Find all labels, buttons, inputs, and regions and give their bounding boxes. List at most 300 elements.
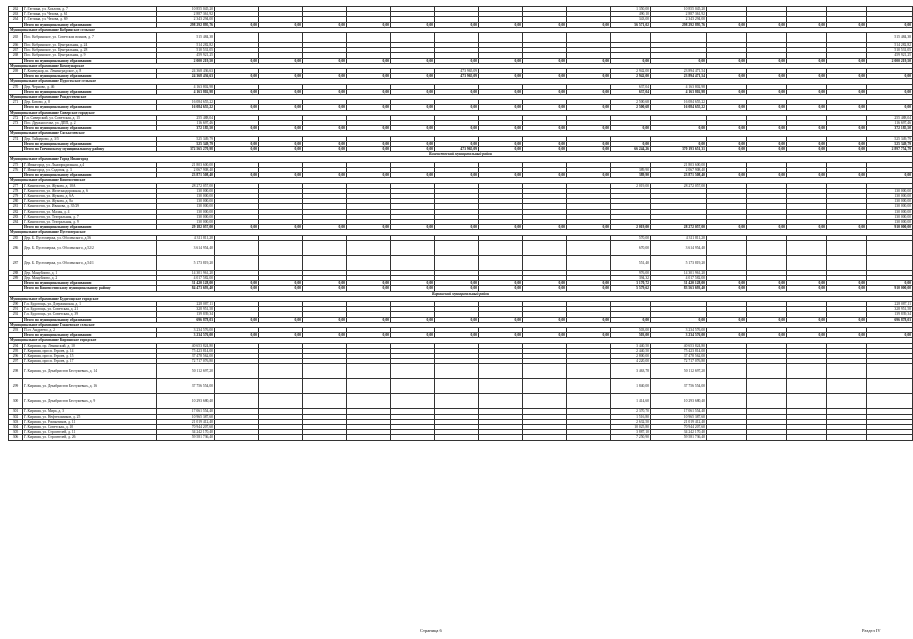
amount-cell: 24 368 436,63 (157, 69, 215, 74)
amount-cell: 0,00 (523, 74, 567, 79)
amount-cell: 0,00 (259, 22, 303, 27)
amount-cell: 0,00 (259, 225, 303, 230)
row-number-cell: 286 (9, 240, 23, 255)
amount-cell: 0,00 (827, 141, 867, 146)
row-number-cell: 273 (9, 121, 23, 126)
amount-cell: 0,00 (215, 333, 259, 338)
amount-cell: 0,00 (479, 173, 523, 178)
address-cell: Дер. Тайцерово, д. 3/5 (23, 136, 157, 141)
amount-cell: 0,00 (747, 173, 787, 178)
amount-cell: 0,00 (747, 74, 787, 79)
amount-cell (567, 364, 611, 379)
amount-cell: 0,00 (259, 147, 303, 152)
amount-cell: 72 717 076,80 (651, 359, 707, 364)
amount-cell: 0,00 (391, 58, 435, 63)
amount-cell: 2 019,00 (611, 225, 651, 230)
amount-cell: 0,00 (787, 286, 827, 291)
amount-cell: 0,00 (435, 333, 479, 338)
amount-cell: 0,00 (523, 58, 567, 63)
row-number-cell: 289 (9, 275, 23, 280)
amount-cell: 4 311 811,20 (157, 235, 215, 240)
amount-cell: 0,00 (215, 74, 259, 79)
address-cell: Итого по Кингисеппскому муниципальному району (23, 286, 157, 291)
amount-cell: 394,32 (611, 275, 651, 280)
amount-cell: 16 084 655,22 (157, 100, 215, 105)
address-cell: Итого по муниципальному образованию (23, 281, 157, 286)
amount-cell: 116 697,46 (157, 121, 215, 126)
amount-cell: 0,00 (259, 286, 303, 291)
amount-cell: 0,00 (347, 281, 391, 286)
amount-cell: 0,00 (827, 225, 867, 230)
row-number-cell: 280 (9, 199, 23, 204)
amount-cell (215, 379, 259, 394)
amount-cell: 0,00 (787, 147, 827, 152)
amount-cell: 0,00 (303, 141, 347, 146)
amount-cell (827, 394, 867, 409)
amount-cell: 34 242 170,40 (157, 430, 215, 435)
amount-cell: 17 061 554,40 (157, 409, 215, 414)
municipality-name: Муниципальное образование Город Ивангород (9, 157, 913, 162)
amount-cell: 83 563 693,40 (651, 286, 707, 291)
amount-cell: 0,00 (479, 333, 523, 338)
amount-cell: 0,00 (747, 141, 787, 146)
amount-cell: 228 087,11 (157, 301, 215, 306)
amount-cell: 29 182 057,00 (157, 225, 215, 230)
amount-cell: 0,00 (523, 141, 567, 146)
amount-cell (479, 240, 523, 255)
amount-cell (747, 435, 787, 440)
amount-cell: 0,00 (347, 74, 391, 79)
amount-cell (747, 379, 787, 394)
amount-cell (523, 364, 567, 379)
amount-cell: 459 921,25 (157, 53, 215, 58)
amount-cell: 130 000,00 (867, 209, 913, 214)
amount-cell (259, 33, 303, 43)
table-row (9, 33, 913, 43)
amount-cell: 0,00 (651, 58, 707, 63)
amount-cell: 0,00 (523, 281, 567, 286)
amount-cell (707, 379, 747, 394)
amount-cell: 0,00 (867, 74, 913, 79)
amount-cell: 66 244,26 (611, 147, 651, 152)
address-cell: П.ст. Андреево, д. 2 (23, 327, 157, 332)
amount-cell: 0,00 (707, 74, 747, 79)
address-cell: Г. Кириши, ул. Нефтехимиков, д. 25 (23, 414, 157, 419)
amount-cell: 0,00 (347, 173, 391, 178)
row-number-cell: 296 (9, 353, 23, 358)
amount-cell: 0,00 (435, 126, 479, 131)
row-number-cell: 299 (9, 379, 23, 394)
amount-cell: 0,00 (215, 22, 259, 27)
amount-cell: 0,00 (215, 173, 259, 178)
amount-cell: 328 951,58 (867, 307, 913, 312)
amount-cell: 0,00 (747, 126, 787, 131)
municipality-name: Муниципальное образование Сиверское городское (9, 110, 913, 115)
table-row (9, 394, 913, 409)
address-cell: Г. Гатчина, ул. Чехова, д. 61 (23, 12, 157, 17)
amount-cell (707, 394, 747, 409)
amount-cell: 72 717 076,80 (157, 359, 215, 364)
amount-cell: 0,00 (347, 147, 391, 152)
amount-cell: 37 478 562,00 (157, 353, 215, 358)
amount-cell: 4 163 802,98 (157, 89, 215, 94)
amount-cell: 372 185,50 (157, 126, 215, 131)
address-cell: Г. Кириши, ул. Романтиков, д. 11 (23, 419, 157, 424)
amount-cell: 515 484,38 (867, 33, 913, 43)
amount-cell: 2 500,68 (611, 100, 651, 105)
amount-cell (391, 255, 435, 270)
amount-cell: 0,00 (347, 317, 391, 322)
amount-cell: 40 653 824,80 (651, 343, 707, 348)
amount-cell: 31 420 128,00 (157, 281, 215, 286)
amount-cell: 0,00 (707, 105, 747, 110)
row-number-cell: 298 (9, 364, 23, 379)
amount-cell (215, 33, 259, 43)
amount-cell: 0,00 (827, 173, 867, 178)
row-number-cell: 293 (9, 327, 23, 332)
municipality-name: Муниципальное образование Пудостьское сельское (9, 79, 913, 84)
amount-cell: 0,00 (479, 58, 523, 63)
amount-cell (567, 255, 611, 270)
row-number-cell: 281 (9, 204, 23, 209)
amount-cell: 0,00 (611, 126, 651, 131)
amount-cell (827, 255, 867, 270)
amount-cell: 4 311 811,20 (651, 235, 707, 240)
amount-cell: 2 067 908,40 (651, 167, 707, 172)
amount-cell: 0,00 (787, 89, 827, 94)
row-number-cell: 267 (9, 48, 23, 53)
amount-cell: 0,00 (303, 173, 347, 178)
amount-cell: 1 516,80 (611, 414, 651, 419)
amount-cell: 551,40 (611, 255, 651, 270)
amount-cell (747, 33, 787, 43)
amount-cell: 1 414,60 (611, 394, 651, 409)
amount-cell: 0,00 (479, 225, 523, 230)
amount-cell: 50 112 697,20 (651, 364, 707, 379)
amount-cell (303, 33, 347, 43)
amount-cell: 670,00 (611, 240, 651, 255)
district-name: Кингисеппский муниципальный район (9, 152, 913, 157)
amount-cell: 637,04 (611, 84, 651, 89)
amount-cell: 0,00 (651, 317, 707, 322)
amount-cell: 4 163 802,98 (157, 84, 215, 89)
amount-cell: 0,00 (567, 147, 611, 152)
amount-cell (303, 379, 347, 394)
amount-cell: 0,00 (611, 141, 651, 146)
amount-cell: 3 234 576,00 (651, 327, 707, 332)
amount-cell (215, 364, 259, 379)
amount-cell: 0,00 (567, 126, 611, 131)
row-number-cell: 276 (9, 167, 23, 172)
amount-cell: 2 000 219,50 (867, 58, 913, 63)
amount-cell (435, 394, 479, 409)
amount-cell: 0,00 (747, 147, 787, 152)
amount-cell: 59 581 736,40 (651, 435, 707, 440)
amount-cell (523, 379, 567, 394)
amount-cell: 23 894 471,54 (651, 69, 707, 74)
amount-cell: 4 163 802,98 (651, 89, 707, 94)
amount-cell (747, 394, 787, 409)
amount-cell: 0,00 (787, 173, 827, 178)
amount-cell: 0,00 (707, 225, 747, 230)
address-cell: Г. Кириши, просп. Героев, д. 17 (23, 359, 157, 364)
amount-cell: 2 019,00 (611, 183, 651, 188)
amount-cell (567, 435, 611, 440)
amount-cell: 0,00 (391, 281, 435, 286)
amount-cell: 0,00 (479, 22, 523, 27)
page-number: Страница 6 (420, 628, 442, 633)
amount-cell: 473 965,09 (435, 147, 479, 152)
amount-cell: 130 000,00 (157, 204, 215, 209)
amount-cell (479, 394, 523, 409)
amount-cell (347, 364, 391, 379)
amount-cell: 130 000,00 (157, 214, 215, 219)
table-row (9, 364, 913, 379)
row-number-cell: 270 (9, 84, 23, 89)
amount-cell: 16 084 655,22 (651, 105, 707, 110)
row-number-cell: 300 (9, 394, 23, 409)
amount-cell: 7 250,90 (611, 435, 651, 440)
address-cell: Пос. Дружноселье, ул. ДПП, д. 2 (23, 121, 157, 126)
municipality-name: Муниципальное образование Коммунарское (9, 63, 913, 68)
amount-cell (707, 240, 747, 255)
amount-cell: 514 282,82 (867, 43, 913, 48)
amount-cell: 0,00 (303, 286, 347, 291)
amount-cell: 525 349,79 (867, 136, 913, 141)
amount-cell (827, 435, 867, 440)
address-cell: Г. Кингисепп, ул. Железнодорожная, д. 6 (23, 188, 157, 193)
amount-cell: 0,00 (651, 126, 707, 131)
amount-cell: 10 855 045,20 (157, 7, 215, 12)
amount-cell: 0,00 (435, 22, 479, 27)
amount-cell: 0,00 (215, 89, 259, 94)
amount-cell: 0,00 (479, 317, 523, 322)
amount-cell: 0,00 (215, 147, 259, 152)
amount-cell: 130 000,00 (867, 199, 913, 204)
amount-cell: 0,00 (567, 286, 611, 291)
address-cell: Дер. Мануйлово, д. 1 (23, 270, 157, 275)
amount-cell: 3 170,72 (611, 281, 651, 286)
amount-cell (259, 255, 303, 270)
amount-cell: 16 084 655,22 (157, 105, 215, 110)
amount-cell: 37 756 554,00 (157, 379, 215, 394)
amount-cell: 0,00 (787, 281, 827, 286)
amount-cell: 696 878,03 (867, 317, 913, 322)
amount-cell: 0,00 (867, 22, 913, 27)
row-number-cell: 279 (9, 193, 23, 198)
amount-cell (259, 240, 303, 255)
amount-cell: 255 488,04 (157, 115, 215, 120)
amount-cell: 139 839,34 (157, 312, 215, 317)
amount-cell: 503,00 (611, 327, 651, 332)
amount-cell: 0,00 (867, 89, 913, 94)
row-number-cell: 268 (9, 53, 23, 58)
amount-cell: 2 343 294,00 (157, 17, 215, 22)
amount-cell: 0,00 (391, 126, 435, 131)
amount-cell: 0,00 (747, 105, 787, 110)
amount-cell: 0,00 (303, 22, 347, 27)
row-number-cell: 272 (9, 115, 23, 120)
row-number-cell: 269 (9, 69, 23, 74)
amount-cell: 3 234 576,00 (157, 327, 215, 332)
address-cell: Дер. Б. Пустомержа, ул. Оболенского, д.52/2 (23, 240, 157, 255)
amount-cell (391, 33, 435, 43)
amount-cell: 0,00 (827, 105, 867, 110)
amount-cell: 0,00 (523, 317, 567, 322)
amount-cell: 298 292 895,76 (651, 22, 707, 27)
address-cell: Итого по муниципальному образованию (23, 225, 157, 230)
address-cell: Итого по Гатчинскому муниципальному району (23, 147, 157, 152)
amount-cell: 0,00 (391, 22, 435, 27)
amount-cell: 0,00 (303, 58, 347, 63)
amount-cell: 0,00 (479, 281, 523, 286)
amount-cell: 0,00 (215, 126, 259, 131)
amount-cell: 34 242 170,40 (651, 430, 707, 435)
municipality-name: Муниципальное образование Рождественское (9, 95, 913, 100)
address-cell: Итого по муниципальному образованию (23, 317, 157, 322)
amount-cell (347, 33, 391, 43)
amount-cell (303, 240, 347, 255)
amount-cell: 70 944 207,60 (157, 425, 215, 430)
amount-cell: 37 478 562,00 (651, 353, 707, 358)
amount-cell: 0,00 (787, 333, 827, 338)
amount-cell (435, 364, 479, 379)
amount-cell: 910 000,00 (867, 225, 913, 230)
amount-cell: 116 697,46 (867, 121, 913, 126)
amount-cell: 40 653 824,80 (157, 343, 215, 348)
amount-cell: 0,00 (215, 105, 259, 110)
amount-cell: 2 500,68 (611, 105, 651, 110)
amount-cell: 0,00 (259, 74, 303, 79)
amount-cell: 28 272 057,00 (157, 183, 215, 188)
amount-cell (867, 240, 913, 255)
amount-cell: 130 000,00 (867, 219, 913, 224)
amount-cell: 0,00 (435, 286, 479, 291)
amount-cell: 0,00 (435, 281, 479, 286)
amount-cell: 0,00 (827, 281, 867, 286)
amount-cell: 0,00 (567, 105, 611, 110)
amount-cell: 0,00 (479, 147, 523, 152)
amount-cell: 0,00 (347, 286, 391, 291)
row-number-cell: 284 (9, 219, 23, 224)
amount-cell: 328 951,58 (157, 307, 215, 312)
amount-cell (867, 255, 913, 270)
amount-cell: 0,00 (707, 126, 747, 131)
amount-cell: 0,00 (391, 141, 435, 146)
amount-cell: 0,00 (827, 333, 867, 338)
amount-cell: 0,00 (259, 105, 303, 110)
row-number-cell: 306 (9, 435, 23, 440)
amount-cell: 0,00 (747, 281, 787, 286)
amount-cell: 0,00 (435, 89, 479, 94)
amount-cell (479, 379, 523, 394)
amount-cell: 0,00 (347, 105, 391, 110)
address-cell: Итого по муниципальному образованию (23, 141, 157, 146)
amount-cell: 0,00 (523, 126, 567, 131)
amount-cell: 0,00 (479, 286, 523, 291)
amount-cell: 4 220,00 (611, 359, 651, 364)
amount-cell (787, 379, 827, 394)
amount-cell (523, 33, 567, 43)
row-number-cell: 290 (9, 301, 23, 306)
row-number-cell: 304 (9, 425, 23, 430)
amount-cell: 0,00 (259, 89, 303, 94)
address-cell: Г.п. Будогощь, ул. Советская, д. 39 (23, 312, 157, 317)
amount-cell: 0,00 (215, 286, 259, 291)
amount-cell: 130 000,00 (867, 214, 913, 219)
amount-cell: 0,00 (523, 89, 567, 94)
amount-cell: 0,00 (435, 58, 479, 63)
amount-cell: 21 019 412,40 (651, 419, 707, 424)
amount-cell: 3 440,50 (611, 343, 651, 348)
row-number-cell: 303 (9, 419, 23, 424)
amount-cell: 2 800,00 (611, 353, 651, 358)
amount-cell: 3 463,78 (611, 364, 651, 379)
amount-cell: 0,00 (827, 317, 867, 322)
amount-cell (567, 379, 611, 394)
amount-cell (827, 364, 867, 379)
amount-cell (787, 240, 827, 255)
amount-cell: 130 000,00 (867, 188, 913, 193)
capital-repair-table (8, 6, 913, 441)
amount-cell: 0,00 (827, 286, 867, 291)
amount-cell: 0,00 (215, 58, 259, 63)
amount-cell: 0,00 (523, 22, 567, 27)
amount-cell (259, 394, 303, 409)
address-cell: Итого по муниципальному образованию (23, 105, 157, 110)
amount-cell: 0,00 (259, 141, 303, 146)
row-number-cell: 262 (9, 7, 23, 12)
amount-cell (347, 394, 391, 409)
amount-cell (867, 364, 913, 379)
address-cell: Пос. Кобринское, ул. Центральная, д. 9 (23, 53, 157, 58)
amount-cell (867, 435, 913, 440)
amount-cell (787, 255, 827, 270)
amount-cell (523, 435, 567, 440)
amount-cell: 0,00 (867, 173, 913, 178)
municipality-name: Муниципальное образование Кобринское сельское (9, 27, 913, 32)
amount-cell (303, 364, 347, 379)
amount-cell: 0,00 (435, 173, 479, 178)
amount-cell: 0,00 (787, 105, 827, 110)
address-cell: Г. Кингисепп, ул. Иванова, д. 35/29 (23, 204, 157, 209)
address-cell: Дер. Мануйлово, д. 2 (23, 275, 157, 280)
row-number-cell: 294 (9, 343, 23, 348)
amount-cell: 0,00 (259, 58, 303, 63)
address-cell: Г.п. Будогощь, ул. Дзержинская, д. 1 (23, 301, 157, 306)
amount-cell: 0,00 (567, 317, 611, 322)
amount-cell: 16 084 655,22 (651, 100, 707, 105)
table-body (9, 7, 913, 441)
amount-cell: 2 632,50 (611, 419, 651, 424)
amount-cell: 139 839,34 (867, 312, 913, 317)
amount-cell: 0,00 (347, 141, 391, 146)
amount-cell: 0,00 (567, 141, 611, 146)
amount-cell: 0,00 (391, 317, 435, 322)
municipality-name: Муниципальное образование Сяськелевское (9, 131, 913, 136)
address-cell: Дер. Б. Пустомержа, ул. Оболенского, д.56 (23, 235, 157, 240)
amount-cell: 976,00 (611, 270, 651, 275)
amount-cell: 5 579,62 (611, 286, 651, 291)
amount-cell (707, 435, 747, 440)
amount-cell: 0,00 (347, 126, 391, 131)
section-label: Раздел IV (862, 628, 881, 633)
amount-cell: 298 292 895,76 (157, 22, 215, 27)
amount-cell (259, 364, 303, 379)
amount-cell: 0,00 (479, 141, 523, 146)
amount-cell: 0,00 (435, 105, 479, 110)
address-cell: Г. Кингисепп, ул. Жукова, д. 8а (23, 199, 157, 204)
